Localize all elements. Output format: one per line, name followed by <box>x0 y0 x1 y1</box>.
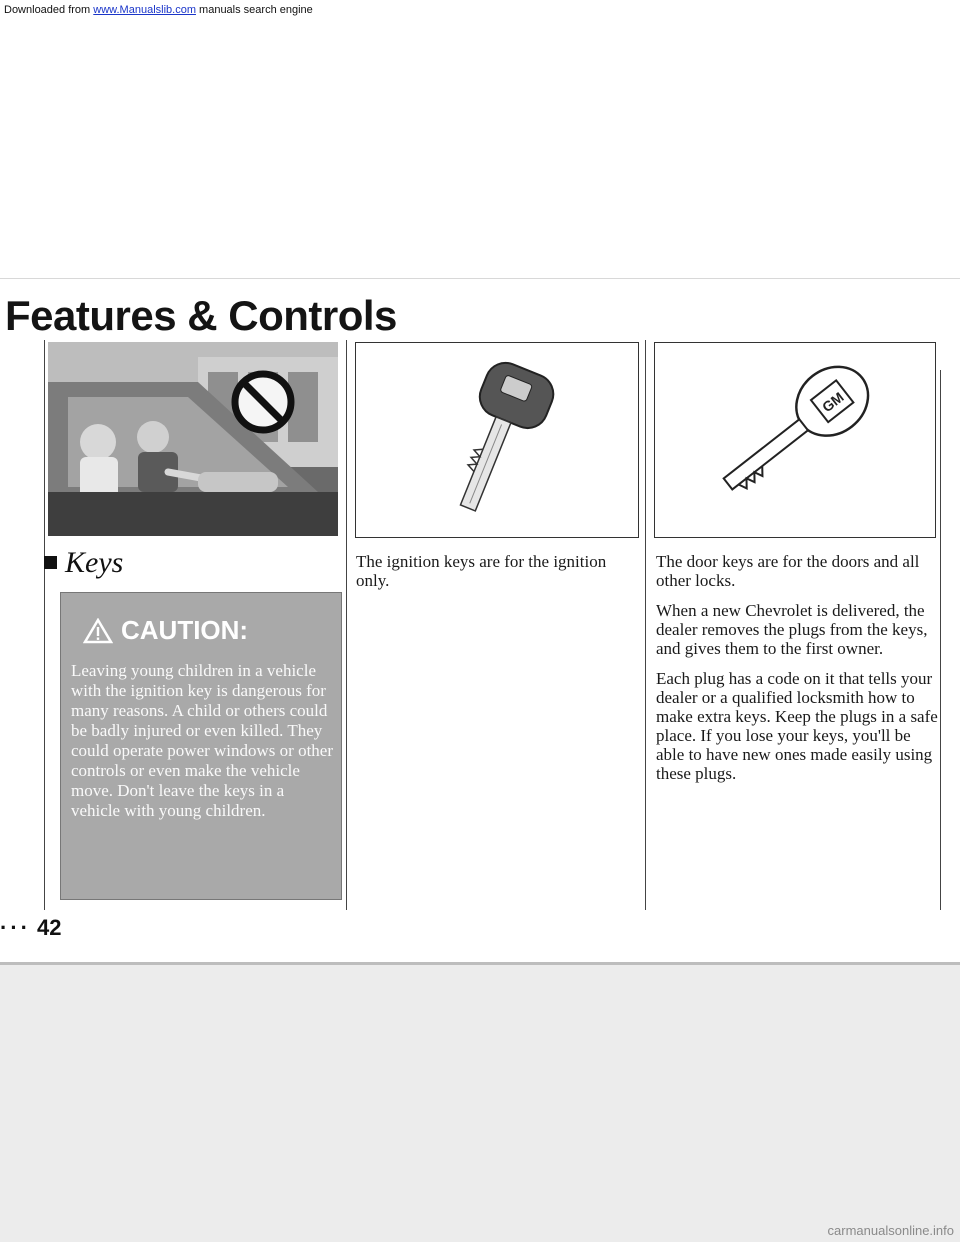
download-banner <box>4 4 313 16</box>
title-divider <box>0 278 960 279</box>
footer-watermark: carmanualsonline.info <box>827 1223 954 1238</box>
page-title: Features & Controls <box>5 292 397 339</box>
caution-heading: CAUTION: <box>121 615 249 645</box>
ignition-paragraph: The ignition keys are for the ignition only. <box>356 552 607 590</box>
door-paragraph-1: The door keys are for the doors and all other locks. <box>656 552 920 590</box>
gm-logo-text: GM <box>818 388 847 416</box>
warning-triangle-icon <box>83 618 113 644</box>
caution-header <box>83 615 248 646</box>
ignition-key-text <box>356 552 636 601</box>
page-number: ··· 42 <box>0 915 62 940</box>
left-column-rule <box>44 340 45 910</box>
door-paragraph-3: Each plug has a code on it that tells your dealer or a qualified locksmith how to make extra keys. Keep the plugs in a safe place. If you lose your keys, you'll be able to have new ones made easily using these plugs. <box>656 669 938 783</box>
door-key-text <box>656 552 938 794</box>
children-in-car-illustration <box>48 342 338 536</box>
banner-suffix: manuals search engine <box>195 4 313 16</box>
door-key-figure <box>654 342 936 538</box>
right-edge-rule <box>940 370 941 910</box>
page-number-value: 42 <box>36 915 62 940</box>
caution-text: Leaving young children in a vehicle with the ignition key is dangerous for many reasons. A child or others could be badly injured or even killed. They could operate power windows or other controls or even make the vehicle move. Don't leave the keys in a vehicle with young children. <box>71 661 334 820</box>
bottom-margin <box>0 965 960 1242</box>
caution-box <box>60 592 342 900</box>
banner-prefix: Downloaded from <box>4 4 94 16</box>
door-paragraph-2: When a new Chevrolet is delivered, the dealer removes the plugs from the keys, and gives them to the first owner. <box>656 601 928 658</box>
keys-heading-text: Keys <box>65 546 124 579</box>
right-column-rule <box>645 340 646 910</box>
ignition-key-figure <box>355 342 639 538</box>
manualslib-link[interactable]: www.Manualslib.com <box>93 4 196 16</box>
bullet-square-icon <box>44 556 57 569</box>
section-heading-keys <box>44 546 123 580</box>
middle-column-rule <box>346 340 347 910</box>
